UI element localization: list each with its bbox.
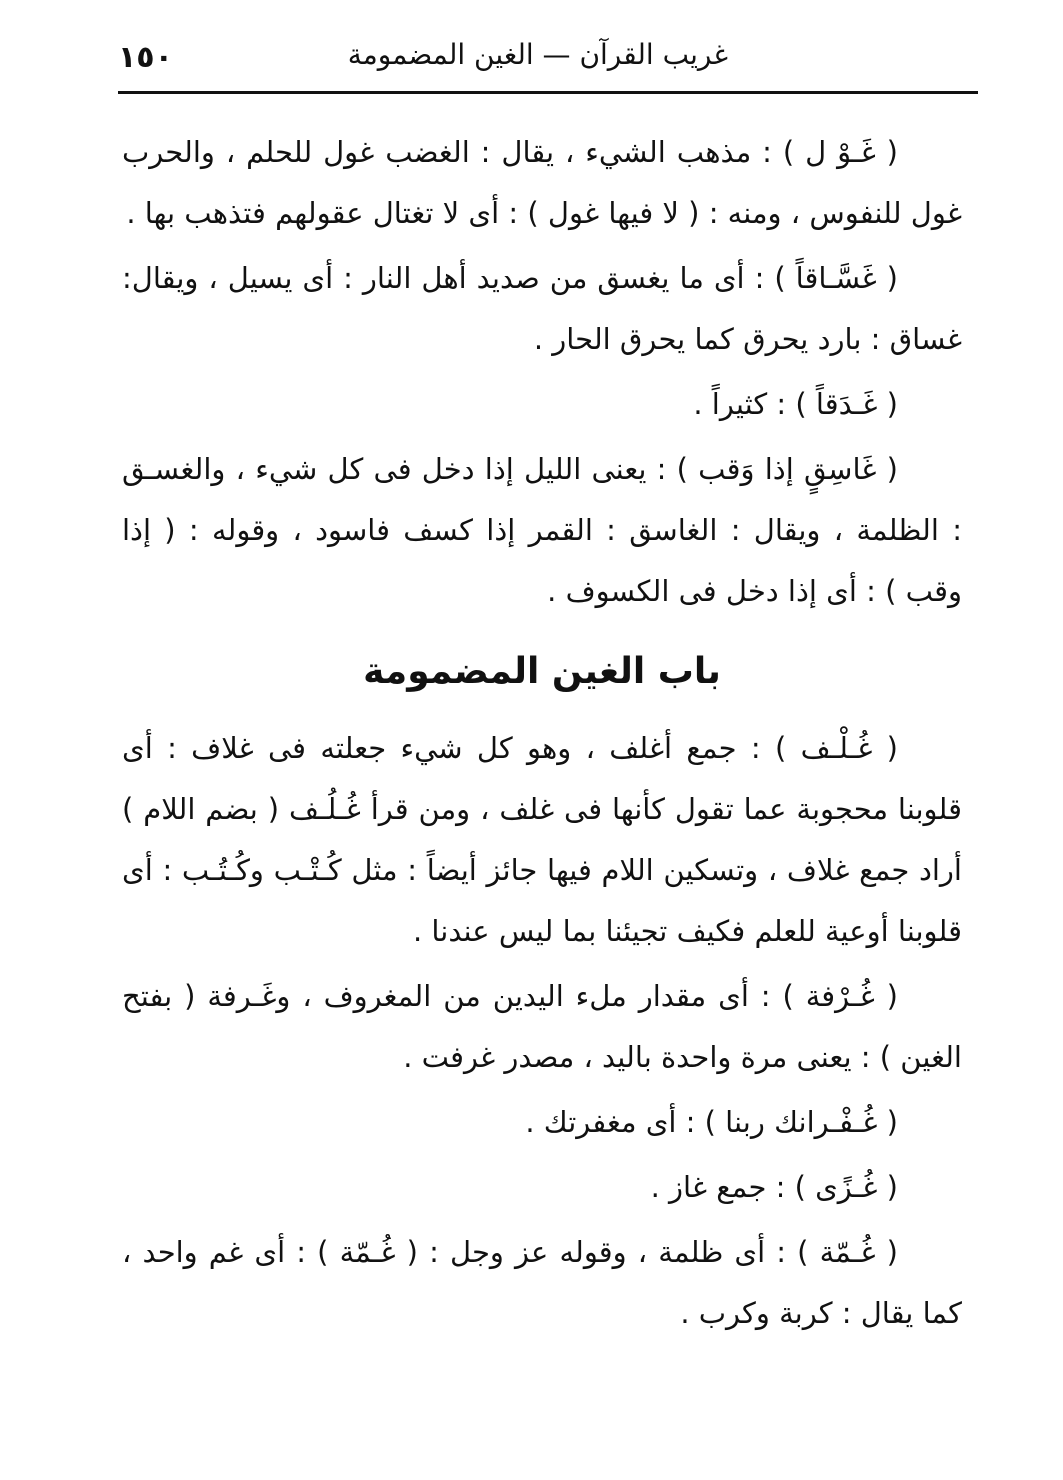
- entry-ghurfa: ( غُـرْفة ) : أى مقدار ملء اليدين من المغروف ، وغَـرفة ( بفتح الغين ) : يعنى مرة واحدة باليد ، مصدر غرفت .: [122, 979, 962, 1074]
- entry-ghassaq: ( غَسَّـاقاً ) : أى ما يغسق من صديد أهل النار : أى يسيل ، ويقال: غساق : بارد يحرق كما يحرق الحار .: [122, 261, 962, 356]
- running-header: [118, 38, 978, 88]
- entry-ghufran: ( غُـفْـرانك ربنا ) : أى مغفرتك .: [525, 1105, 898, 1139]
- running-title: غريب القرآن — الغين المضمومة: [347, 38, 728, 71]
- entry-ghuzza: ( غُـزًى ) : جمع غاز .: [650, 1170, 898, 1204]
- entry-ghawl: ( غَـوْ ل ) : مذهب الشيء ، يقال : الغضب غول للحلم ، والحرب غول للنفوس ، ومنه : ( لا فيها غول ) : أى لا تغتال عقولهم فتذهب بها .: [122, 135, 962, 230]
- entry-ghumma: ( غُـمّة ) : أى ظلمة ، وقوله عز وجل : ( غُـمّة ) : أى غم واحد ، كما يقال : كربة وكرب .: [122, 1235, 962, 1330]
- entry-ghadaq: ( غَـدَقاً ) : كثيراً .: [693, 387, 898, 421]
- page-number: ١٥٠: [118, 40, 173, 75]
- entry-ghulf: ( غُـلْـف ) : جمع أغلف ، وهو كل شيء جعلته فى غلاف : أى قلوبنا محجوبة عما تقول كأنها فى غلف ، ومن قرأ غُـلُـف ( بضم اللام ) أراد جمع غلاف ، وتسكين اللام فيها جائز أيضاً : مثل كُـتْـب وكُـتُـب : أى قلوبنا أوعية للعلم فكيف تجيئنا بما ليس عندنا .: [122, 731, 962, 948]
- header-rule: [118, 91, 978, 94]
- entry-ghasiq: ( غَاسِقٍ إذا وَقب ) : يعنى الليل إذا دخل فى كل شيء ، والغسـق : الظلمة ، ويقال : الغاسق : القمر إذا كسف فاسود ، وقوله : ( إذا وقب ) : أى إذا دخل فى الكسوف .: [122, 452, 962, 608]
- body-text: [122, 122, 962, 1348]
- section-title: باب الغين المضمومة: [363, 651, 721, 692]
